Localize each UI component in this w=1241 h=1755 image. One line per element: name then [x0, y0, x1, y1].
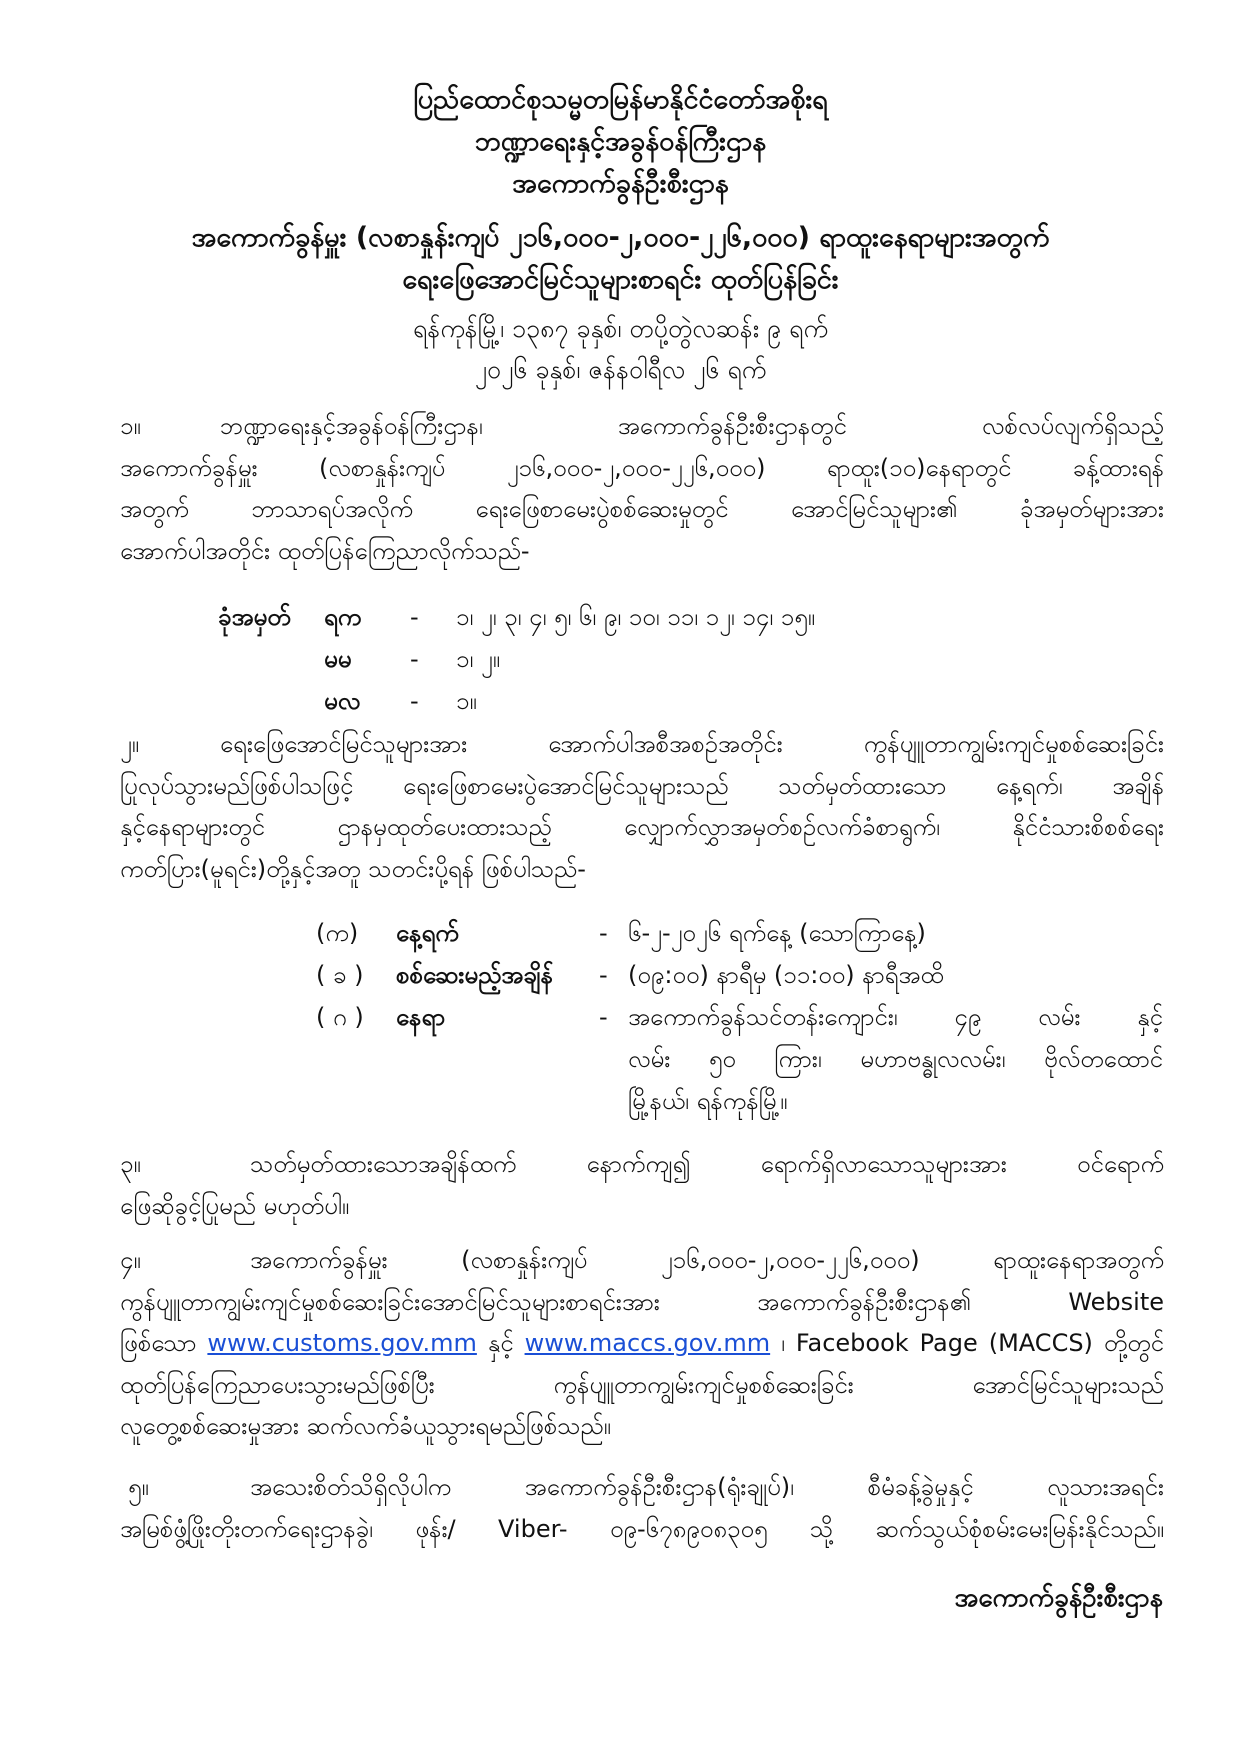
paragraph-line: ၃။ သတ်မှတ်ထားသောအချိန်ထက် နောက်ကျ၍ ရောက်ရှိလာသောသူများအား ဝင်ရောက် [120, 1144, 1164, 1186]
customs-website-link[interactable]: www.customs.gov.mm [207, 1329, 477, 1357]
schedule-mark: ( ဂ ) [316, 1003, 364, 1031]
seat-row [218, 638, 1118, 680]
schedule-row-venue [316, 996, 1176, 1126]
paragraph-line: ဖြေဆိုခွင့်ပြုမည် မဟုတ်ပါ။ [120, 1191, 350, 1220]
schedule-label: နေ့ရက် [396, 919, 459, 947]
schedule-label: စစ်ဆေးမည့်အချိန် [396, 961, 554, 989]
date-myanmar-calendar: ရန်ကုန်မြို့၊ ၁၃၈၇ ခုနှစ်၊ တပို့တွဲလဆန်း ၉ ရက် [413, 314, 828, 343]
paragraph-line: ကတ်ပြား(မူရင်း)တို့နှင့်အတူ သတင်းပို့ရန် ဖြစ်ပါသည်- [120, 854, 586, 883]
notice-title-line2: ရေးဖြေအောင်မြင်သူများစာရင်း ထုတ်ပြန်ခြင်း [402, 264, 839, 295]
seat-label: ခုံအမှတ် [218, 603, 291, 631]
paragraph-line: ၅။ အသေးစိတ်သိရှိလိုပါက အကောက်ခွန်ဦးစီးဌာန(ရုံးချုပ်)၊ စီမံခန့်ခွဲမှုနှင့် လူသားအရင်း [120, 1467, 1164, 1509]
seat-numbers: ၁၊ ၂။ [456, 645, 500, 673]
seat-category: မလ [324, 687, 361, 715]
paragraph-5 [120, 1467, 1164, 1550]
paragraph-line: ထုတ်ပြန်ကြေညာပေးသွားမည်ဖြစ်ပြီး ကွန်ပျူတာကျွမ်းကျင်မှုစစ်ဆေးခြင်း အောင်မြင်သူများသည် [120, 1370, 1164, 1399]
seat-category: မမ [324, 645, 352, 673]
paragraph-line: အကောက်ခွန်မှူး (လစာနှုန်းကျပ် ၂၁၆,၀၀၀-၂,၀၀၀-၂၂၆,၀၀၀) ရာထူး(၁၀)နေရာတွင် ခန့်ထားရန် [120, 453, 1164, 482]
notice-title-line1: အကောက်ခွန်မှူး (လစာနှုန်းကျပ် ၂၁၆,၀၀၀-၂,၀၀၀-၂၂၆,၀၀၀) ရာထူးနေရာများအတွက် [191, 222, 1050, 253]
header-government: ပြည်ထောင်စုသမ္မတမြန်မာနိုင်ငံတော်အစိုးရ [413, 84, 828, 115]
paragraph-number: ၂။ [120, 730, 140, 758]
paragraph-number: ၄။ [120, 1246, 141, 1274]
schedule-dash: - [599, 1003, 608, 1031]
schedule-row-date [316, 912, 1176, 954]
paragraph-line: ဖြစ်သော www.customs.gov.mm နှင့် www.maccs.gov.mm ၊ Facebook Page (MACCS) တို့တွင် [120, 1329, 1164, 1357]
seat-dash: - [410, 687, 419, 715]
paragraph-line: ၁။ ဘဏ္ဍာရေးနှင့်အခွန်ဝန်ကြီးဌာန၊ အကောက်ခွန်ဦးစီးဌာနတွင် လစ်လပ်လျက်ရှိသည့် [120, 406, 1164, 448]
signature-department: အကောက်ခွန်ဦးစီးဌာန [954, 1583, 1163, 1613]
paragraph-line: ၄။ အကောက်ခွန်မှူး (လစာနှုန်းကျပ် ၂၁၆,၀၀၀-၂,၀၀၀-၂၂၆,၀၀၀) ရာထူးနေရာအတွက် [120, 1240, 1164, 1282]
paragraph-line: ကွန်ပျူတာကျွမ်းကျင်မှုစစ်ဆေးခြင်းအောင်မြင်သူများစာရင်းအား အကောက်ခွန်ဦးစီးဌာန၏ Website [120, 1287, 1164, 1316]
seat-numbers: ၁၊ ၂၊ ၃၊ ၄၊ ၅၊ ၆၊ ၉၊ ၁၀၊ ၁၁၊ ၁၂၊ ၁၄၊ ၁၅။ [456, 603, 816, 631]
schedule-row-time [316, 954, 1176, 996]
schedule-dash: - [599, 919, 608, 947]
paragraph-3 [120, 1144, 1164, 1227]
header-department: အကောက်ခွန်ဦးစီးဌာန [512, 168, 729, 199]
header-ministry: ဘဏ္ဍာရေးနှင့်အခွန်ဝန်ကြီးဌာန [474, 126, 767, 157]
seat-row [218, 680, 1118, 722]
schedule-mark: (က) [316, 919, 359, 947]
maccs-website-link[interactable]: www.maccs.gov.mm [524, 1329, 771, 1357]
paragraph-line: အတွက် ဘာသာရပ်အလိုက် ရေးဖြေစာမေးပွဲစစ်ဆေးမှုတွင် အောင်မြင်သူများ၏ ခုံအမှတ်များအား [120, 495, 1164, 523]
schedule-mark: ( ခ ) [316, 961, 364, 989]
paragraph-line: ပြုလုပ်သွားမည်ဖြစ်ပါသဖြင့် ရေးဖြေစာမေးပွဲအောင်မြင်သူများသည် သတ်မှတ်ထားသော နေ့ရက်၊ အချိန် [120, 771, 1164, 800]
paragraph-number: ၃။ [120, 1150, 141, 1178]
schedule-list [316, 912, 1176, 1182]
paragraph-number: ၁။ [120, 412, 141, 440]
schedule-value: (၀၉:၀၀) နာရီမှ (၁၁:၀၀) နာရီအထိ [628, 961, 944, 989]
schedule-value: မြို့နယ်၊ ရန်ကုန်မြို့။ [628, 1087, 788, 1115]
schedule-value: လမ်း ၅၀ ကြား၊ မဟာဗန္ဓုလလမ်း၊ ဗိုလ်တထောင် [628, 1045, 1163, 1073]
date-gregorian: ၂၀၂၆ ခုနှစ်၊ ဇန်နဝါရီလ ၂၆ ရက် [474, 355, 767, 384]
schedule-value: ၆-၂-၂၀၂၆ ရက်နေ့ (သောကြာနေ့) [628, 919, 926, 947]
paragraph-1 [120, 406, 1164, 572]
paragraph-line: လူတွေ့စစ်ဆေးမှုအား ဆက်လက်ခံယူသွားရမည်ဖြစ်သည်။ [120, 1412, 611, 1440]
schedule-value: အကောက်ခွန်သင်တန်းကျောင်း၊ ၄၉ လမ်း နှင့် [628, 1003, 1163, 1031]
seat-row [218, 596, 1118, 638]
paragraph-line: အောက်ပါအတိုင်း ထုတ်ပြန်ကြေညာလိုက်သည်- [120, 536, 530, 565]
seat-number-list [218, 596, 1118, 722]
paragraph-line: နှင့်နေရာများတွင် ဌာနမှထုတ်ပေးထားသည့် လျှောက်လွှာအမှတ်စဉ်လက်ခံစာရွက်၊ နိုင်ငံသားစိစစ်ရေး [120, 813, 1164, 841]
schedule-label: နေရာ [396, 1003, 446, 1031]
paragraph-line: အမြစ်ဖွံ့ဖြိုးတိုးတက်ရေးဌာနခွဲ၊ ဖုန်း/ Viber- ၀၉-၆၇၈၉၀၈၃၀၅ သို့ ဆက်သွယ်စုံစမ်းမေးမြန်းနိုင်သည်။ [120, 1514, 1164, 1543]
seat-dash: - [410, 645, 419, 673]
seat-numbers: ၁။ [456, 687, 477, 715]
paragraph-number: ၅။ [128, 1473, 149, 1501]
paragraph-line: ၂။ ရေးဖြေအောင်မြင်သူများအား အောက်ပါအစီအစဉ်အတိုင်း ကွန်ပျူတာကျွမ်းကျင်မှုစစ်ဆေးခြင်း [120, 724, 1164, 766]
paragraph-2 [120, 724, 1164, 890]
paragraph-4 [120, 1240, 1164, 1448]
seat-category: ရက [324, 603, 362, 631]
seat-dash: - [410, 603, 419, 631]
schedule-dash: - [599, 961, 608, 989]
